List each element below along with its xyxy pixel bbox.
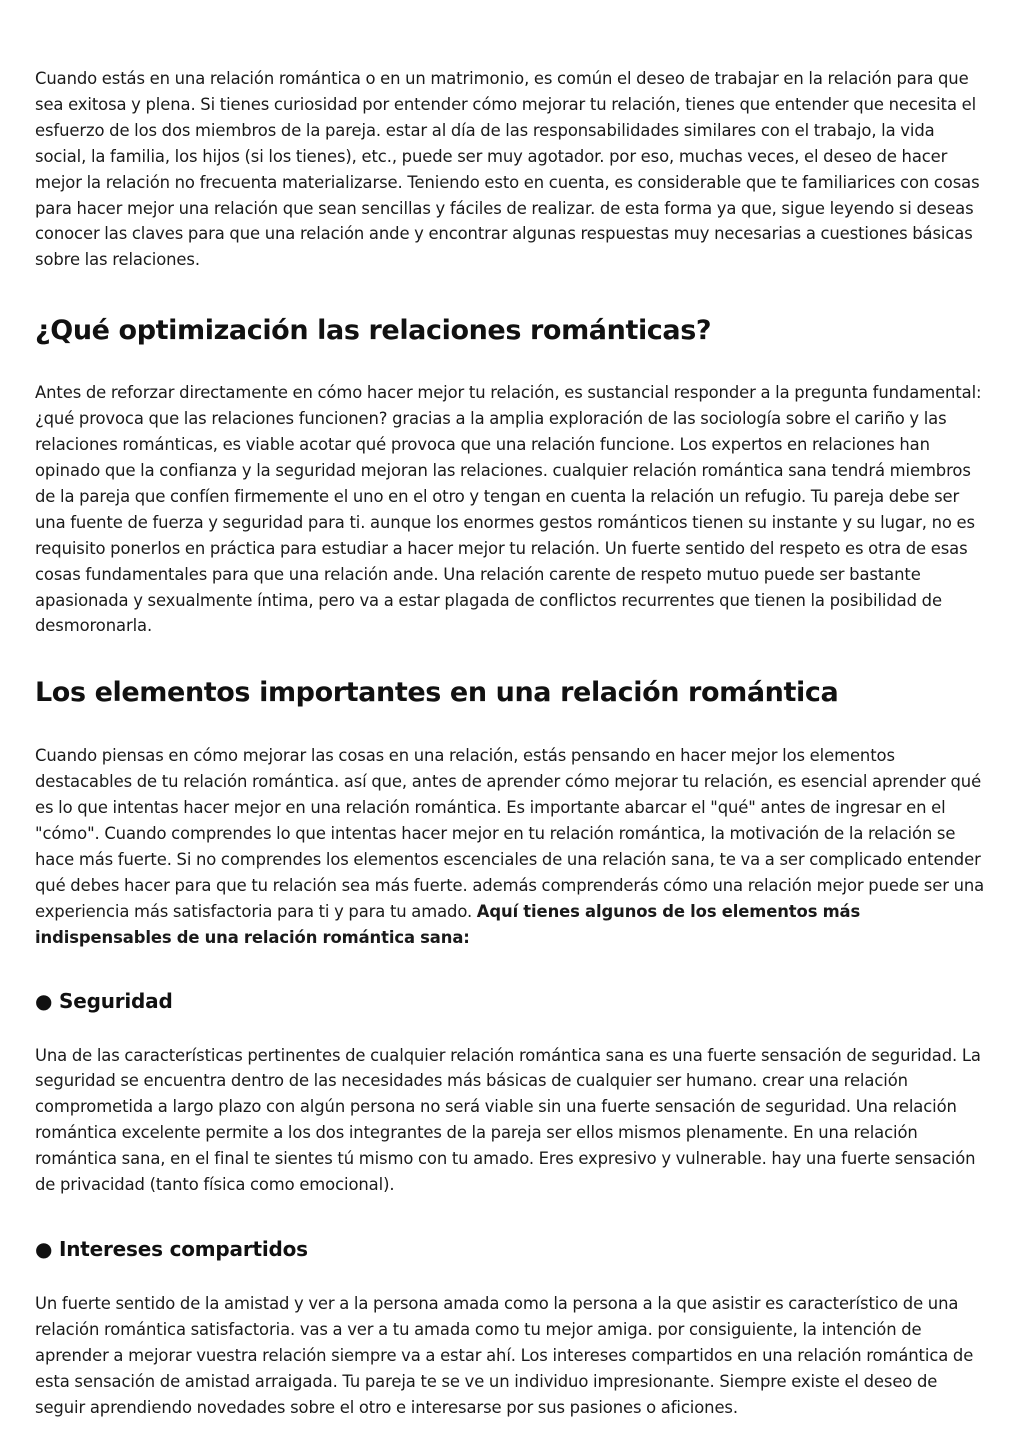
intro-paragraph: Cuando estás en una relación romántica o en un matrimonio, es común el deseo de trabajar en la relación para que sea exitosa y plena. Si tienes curiosidad por entender cómo mejorar tu relación, tienes que entender que necesita el esfuerzo de los dos miembros de la pareja. estar al día de las responsabilidades similares con el trabajo, la vida social, la familia, los hijos (si los tienes), etc., puede ser muy agotador. por eso, muchas veces, el deseo de hacer mejor la relación no frecuenta materializarse. Teniendo esto en cuenta, es considerable que te familiarices con cosas para hacer mejor una relación que sean sencillas y fáciles de realizar. de esta forma ya que, sigue leyendo si deseas conocer las claves para que una relación ande y encontrar algunas respuestas muy necesarias a cuestiones básicas sobre las relaciones. — [35, 69, 980, 270]
subheading-intereses-compartidos: ● Intereses compartidos — [35, 1237, 308, 1261]
elementos-paragraph-bold-text: Aquí tienes algunos de los elementos más indispensables de una relación romántica sana: — [35, 901, 861, 947]
section-paragraph-que-optimizacion: Antes de reforzar directamente en cómo hacer mejor tu relación, es sustancial responder a la pregunta fundamental: ¿qué provoca que las relaciones funcionen? gracias a la amplia exploración de las sociología sobre el cariño y las relaciones románticas, es viable acotar qué provoca que una relación funcione. Los expertos en relaciones han opinado que la confianza y la seguridad mejoran las relaciones. cualquier relación romántica sana tendrá miembros de la pareja que confíen firmemente el uno en el otro y tengan en cuenta la relación un refugio. Tu pareja debe ser una fuente de fuerza y seguridad para ti. aunque los enormes gestos románticos tienen su instante y su lugar, no es requisito ponerlos en práctica para estudiar a hacer mejor tu relación. Un fuerte sentido del respeto es otra de esas cosas fundamentales para que una relación ande. Una relación carente de respeto mutuo puede ser bastante apasionada y sexualmente íntima, pero va a estar plagada de conflictos recurrentes que tienen la posibilidad de desmoronarla. — [35, 383, 982, 636]
elementos-paragraph-text: Cuando piensas en cómo mejorar las cosas en una relación, estás pensando en hacer mejor los elementos destacables de tu relación romántica. así que, antes de aprender cómo mejorar tu relación, es esencial aprender qué es lo que intentas hacer mejor en una relación romántica. Es importante abarcar el "qué" antes de ingresar en el "cómo". Cuando comprendes lo que intentas hacer mejor en tu relación romántica, la motivación de la relación se hace más fuerte. Si no comprendes los elementos escenciales de una relación sana, te va a ser complicado entender qué debes hacer para que tu relación sea más fuerte. además comprenderás cómo una relación mejor puede ser una experiencia más satisfactoria para ti y para tu amado. — [35, 746, 985, 921]
section-heading-que-optimizacion: ¿Qué optimización las relaciones románticas? — [35, 315, 712, 347]
section-paragraph-elementos-importantes — [35, 743, 990, 950]
paragraph-intereses-compartidos: Un fuerte sentido de la amistad y ver a la persona amada como la persona a la que asistir es característico de una relación romántica satisfactoria. vas a ver a tu amada como tu mejor amiga. por consiguiente, la intención de aprender a mejorar vuestra relación siempre va a estar ahí. Los intereses compartidos en una relación romántica de esta sensación de amistad arraigada. Tu pareja te se ve un individuo impresionante. Siempre existe el deseo de seguir aprendiendo novedades sobre el otro e interesarse por sus pasiones o aficiones. — [35, 1294, 974, 1417]
subheading-seguridad: ● Seguridad — [35, 988, 173, 1013]
section-heading-elementos-importantes: Los elementos importantes en una relación romántica — [35, 677, 839, 709]
paragraph-seguridad: Una de las características pertinentes de cualquier relación romántica sana es una fuerte sensación de seguridad. La seguridad se encuentra dentro de las necesidades más básicas de cualquier ser humano. crear una relación comprometida a largo plazo con algún persona no será viable sin una fuerte sensación de seguridad. Una relación romántica excelente permite a los dos integrantes de la pareja ser ellos mismos plenamente. En una relación romántica sana, en el final te sientes tú mismo con tu amado. Eres expresivo y vulnerable. hay una fuerte sensación de privacidad (tanto física como emocional). — [35, 1045, 981, 1195]
